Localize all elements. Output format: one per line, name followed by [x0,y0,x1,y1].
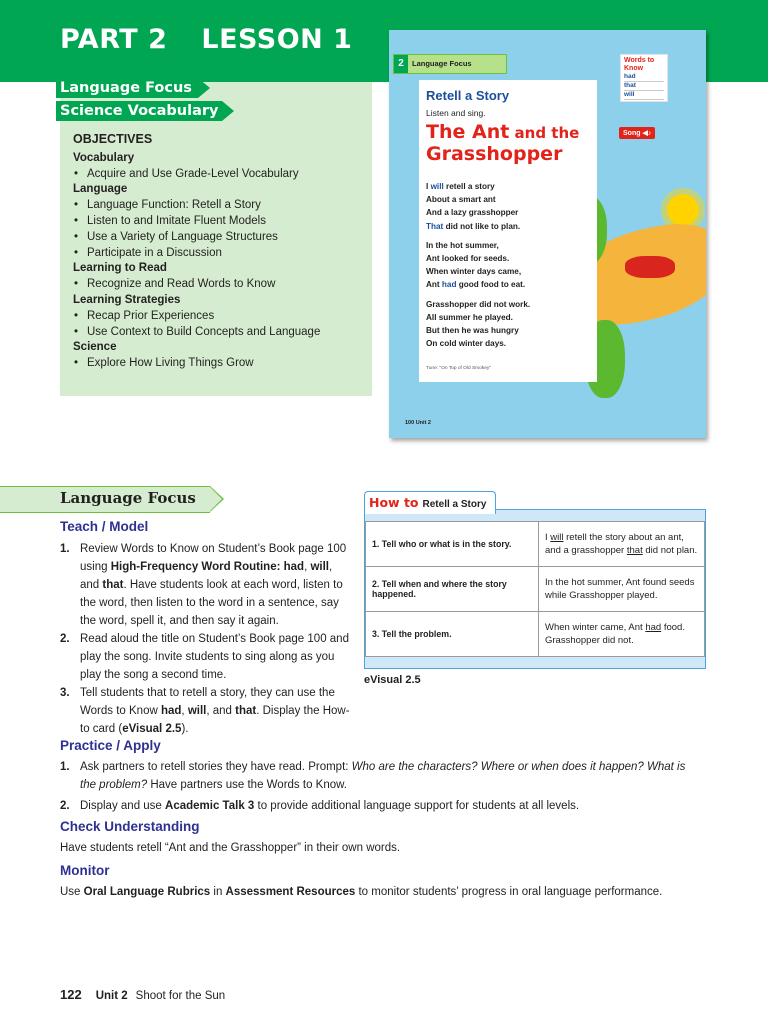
how-to-tab [364,491,496,514]
book-retell-heading: Retell a Story [426,88,510,103]
language-focus-tag-label: Language Focus [60,80,192,96]
how-to-example: I will retell the story about an ant, and a grasshopper that did not plan. [539,522,705,567]
footer-unit: Unit 2 [95,990,128,1002]
table-row [366,522,705,567]
part-label: PART 2 [60,24,168,55]
check-understanding-heading: Check Understanding [60,819,200,834]
word-to-know: had [624,73,664,82]
page-title [60,24,352,55]
language-focus-tag [56,78,198,98]
poem-line: But then he was hungry [426,326,519,336]
practice-apply-list [60,758,700,815]
poem-line: I will retell a story [426,182,495,191]
book-listen-text: Listen and sing. [426,108,486,118]
how-to-step: 1. Tell who or what is in the story. [366,522,539,567]
objective-category: Vocabulary [73,151,135,164]
book-page-number: 100 Unit 2 [405,420,431,426]
book-song-title [426,122,579,165]
poem-line: Ant looked for seeds. [426,254,510,264]
poem-line: Ant had good food to eat. [426,280,526,290]
objective-category: Learning to Read [73,262,167,275]
objective-category: Science [73,341,117,354]
practice-apply-heading: Practice / Apply [60,738,161,753]
student-book-page [389,30,706,438]
song-audio-badge [619,127,655,139]
poem-line: On cold winter days. [426,339,507,349]
poem-line: Grasshopper did not work. [426,299,531,309]
book-tab-label: Language Focus [412,59,472,68]
language-focus-banner [0,486,210,513]
title-part-b: and the [509,124,580,142]
evisual-card [364,509,706,669]
objective-item: • Use Context to Build Concepts and Language [73,325,366,341]
ant-illustration [625,256,675,278]
book-tune-credit: Tune: "On Top of Old Smokey" [426,366,491,371]
objective-item: • Language Function: Retell a Story [73,198,366,214]
table-row [366,612,705,657]
song-label: Song [623,130,641,137]
list-item: 1. Review Words to Know on Student’s Book page 100 using High-Frequency Word Routine: had, will, and that. Have students look at each word, listen to the word, then listen to the word in a sentence, say the word, spell it, and then say it again. [60,543,347,627]
book-language-focus-tab [393,54,507,74]
objective-item: • Listen to and Imitate Fluent Models [73,214,366,230]
how-to-step: 2. Tell when and where the story happened. [366,567,539,612]
list-item: 2. Display and use Academic Talk 3 to provide additional language support for students at all levels. [60,800,580,812]
poem-line: When winter days came, [426,267,522,277]
poem-line: And a lazy grasshopper [426,208,519,218]
poem-line: That did not like to plan. [426,221,521,231]
how-to-label: How to [369,495,419,510]
objective-item: • Recognize and Read Words to Know [73,277,366,293]
objective-category: Language [73,183,128,196]
poem-line: All summer he played. [426,312,513,322]
teach-model-heading: Teach / Model [60,519,149,534]
footer-page-number: 122 [60,987,82,1002]
objectives-heading: OBJECTIVES [73,132,153,146]
lesson-label: LESSON 1 [201,24,353,55]
poem-line: About a smart ant [426,195,496,205]
book-poem [426,180,594,350]
objective-item: • Use a Variety of Language Structures [73,230,366,246]
language-focus-banner-label: Language Focus [60,489,196,507]
evisual-caption: eVisual 2.5 [364,674,421,686]
how-to-example: When winter came, Ant had food. Grasshopper did not. [539,612,705,657]
speaker-icon: ◀♪ [642,130,652,137]
science-vocab-tag-label: Science Vocabulary [60,103,219,119]
check-understanding-text: Have students retell “Ant and the Grasshopper” in their own words. [60,842,401,854]
objective-category: Learning Strategies [73,293,181,306]
objective-item: • Recap Prior Experiences [73,309,366,325]
objective-item: • Explore How Living Things Grow [73,356,366,372]
science-vocab-tag [56,101,222,121]
page-footer [60,987,225,1002]
objective-item: • Participate in a Discussion [73,246,366,262]
how-to-title: Retell a Story [422,499,487,510]
monitor-heading: Monitor [60,863,110,878]
objectives-list [73,132,366,372]
words-to-know-box [620,54,668,102]
book-text-card [419,80,597,382]
objective-item: • Acquire and Use Grade-Level Vocabulary [73,167,366,183]
title-part-a: The Ant [426,121,510,143]
words-to-know-heading: Words to Know [624,57,655,72]
footer-title: Shoot for the Sun [135,990,226,1002]
book-tab-number: 2 [394,55,408,73]
monitor-text: Use Oral Language Rubrics in Assessment Resources to monitor students’ progress in oral language performance. [60,886,663,898]
title-part-c: Grasshopper [426,143,563,165]
objectives-box [60,82,372,396]
teach-model-list [60,540,350,738]
how-to-example: In the hot summer, Ant found seeds while Grasshopper played. [539,567,705,612]
poem-line: In the hot summer, [426,240,499,250]
how-to-step: 3. Tell the problem. [366,612,539,657]
how-to-table [365,521,705,657]
sun-illustration [667,194,699,226]
word-to-know: will [624,91,664,100]
list-item: 1. Ask partners to retell stories they have read. Prompt: Who are the characters? Where or when does it happen? What is the problem? Have partners use the Words to Know. [60,761,686,791]
list-item: 2. Read aloud the title on Student’s Book page 100 and play the song. Invite students to sing along as you play the song a second time. [60,633,349,681]
list-item: 3. Tell students that to retell a story, they can use the Words to Know had, will, and that. Display the How-to card (eVisual 2.5). [60,687,350,735]
word-to-know: that [624,82,664,91]
table-row [366,567,705,612]
